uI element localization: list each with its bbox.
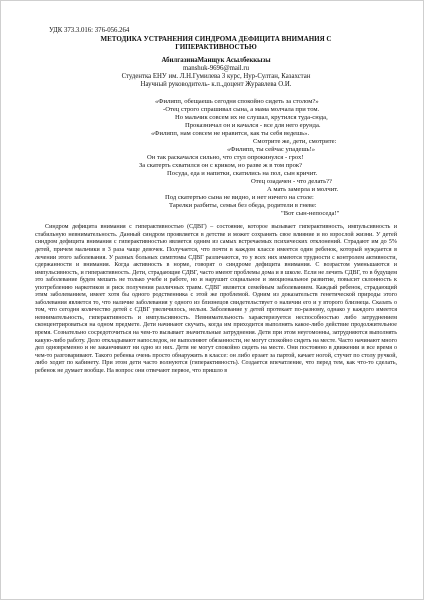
- poem-line: Отец озадачен - что делать??: [251, 178, 332, 186]
- article-body: [35, 224, 397, 375]
- article-title-line-1: МЕТОДИКА УСТРАНЕНИЯ СИНДРОМА ДЕФИЦИТА ВНИМАНИЯ С: [100, 35, 332, 43]
- poem-line: Но мальчик совсем их не слушал, крутился туда-сюда,: [175, 113, 328, 121]
- poem-line: Тарелки разбиты, семья без обеда, родители в гневе:: [169, 202, 317, 210]
- poem-line: «Филипп, ты сейчас упадешь!»: [227, 145, 316, 153]
- poem-line: «Филипп, нам совсем не нравится, как ты себя ведешь».: [151, 129, 310, 137]
- author-name: АбилгазинаМанщук Асылбеккызы: [161, 56, 271, 64]
- article-title: [35, 35, 397, 52]
- poem-line: А мать замерла и молчит.: [267, 186, 339, 194]
- poem-line: Под скатертью сына не видно, и нет ничего на столе:: [165, 194, 314, 202]
- author-email: manshuk-9696@mail.ru: [182, 65, 250, 73]
- poem-line: Смотрите же, дети, смотрите:: [253, 137, 337, 145]
- epigraph-poem: [35, 98, 397, 219]
- author-block: [35, 57, 397, 90]
- poem-line: "Вот сын-непоседа!": [281, 210, 340, 218]
- scientific-advisor: Научный руководитель- к.п.,доцент Журавлева О.И.: [140, 81, 292, 89]
- body-paragraph: Синдром дефицита внимания с гиперактивностью (СДВГ) – состояние, которое вызывает гиперактивность, импульсивность и стабильную невнимательность. Данный синдром проявляется в детстве и может сохранять свое влияние и во взрослой жизни. У детей синдром дефицита внимания с гиперактивностью является одним из самых встречаемых психических отклонений. Страдают им до 5% детей, причем мальчики в 3 раза чаще девочек. Получается, что почти в каждом классе имеется один ребенок, который нуждается в лечении этого заболевания. У разных больных симптомы СДВГ различаются, то у всех них имеются трудности с контролем активности, сдержанности и внимания. Когда активность в норме, говорят о синдроме дефицита внимания. С возрастом уменьшаются и импульсивность, и гиперактивность. Дети, страдающие СДВГ, часто имеют проблемы дома и в школе. Если не лечить СДВГ, то в будущем это заболевание будем мешать не только учебе и работе, но и нарушит социальное и эмоциональное развитие, повысит склонность к употреблению наркотиков и риск получения различных травм. СДВГ является семейным заболеванием. Каждый ребенок, страдающий этим заболеванием, имеет хотя бы одного родственника с этой же проблемой. Одним из доказательств генетической природы этого заболевания является то, что наличие заболевания у одного из близнецов свидетельствует о наличии его и у второго близнеца. Сказать о том, что сегодня количество детей с СДВГ увеличилось, нельзя. Заболевание у детей протекает по-разному, однако у каждого имеется невнимательность, гиперактивность и импульсивность. Невнимательность характеризуется неспособностью либо затруднением сконцентрироваться на одном предмете. Дети начинают скучать, когда им приходится выполнять какое-либо действие продолжительное время. Сознательно сосредоточиться на чем-то вызывает значительные затруднения. Дети при этом неугомонны, затрудняются выполнять какую-либо работу. Дело откладывают напоследок, не выполняют обязанности, не могут спокойно сидеть на месте. Часто начинают много дел одновременно и не заканчивают ни одно из них. Дети не могут спокойно сидеть на месте. Они постоянно в движении и все время о чем-то разговаривают. Такого ребенка очень просто обнаружить в классе: он либо ерзает за партой, качает ногой, стучит по столу ручкой, либо ходит по кабинету. При этом дети часто волнуются (гиперактивность). Создается впечатление, что перед тем, как что-то сделать, ребенок не думает вообще. На вопрос они отвечают первое, что пришло в: [35, 224, 397, 374]
- poem-line: «Филипп, обещаешь сегодня спокойно сидеть за столом?»: [155, 97, 319, 105]
- author-affiliation: Студентка ЕНУ им. Л.Н.Гумилева 3 курс, Нур-Султан, Казахстан: [121, 73, 311, 81]
- udk-code: УДК 373.3.016: 376-056.264: [49, 27, 130, 34]
- poem-line: Проказничал он и качался - все для него ерунда.: [185, 121, 321, 129]
- poem-line: Он так раскачался сильно, что стул опрокинулся - грох!: [147, 153, 304, 161]
- poem-line: За скатерть схватился он с криком, но разве ж в том прок?: [139, 162, 302, 169]
- poem-line: Посуда, еда и напитки, скатились на пол, сын кричит.: [167, 170, 318, 178]
- poem-line: -Отец строго спрашивал сына, а мама молчала при том.: [163, 105, 320, 113]
- article-title-line-2: ГИПЕРАКТИВНОСТЬЮ: [175, 43, 257, 52]
